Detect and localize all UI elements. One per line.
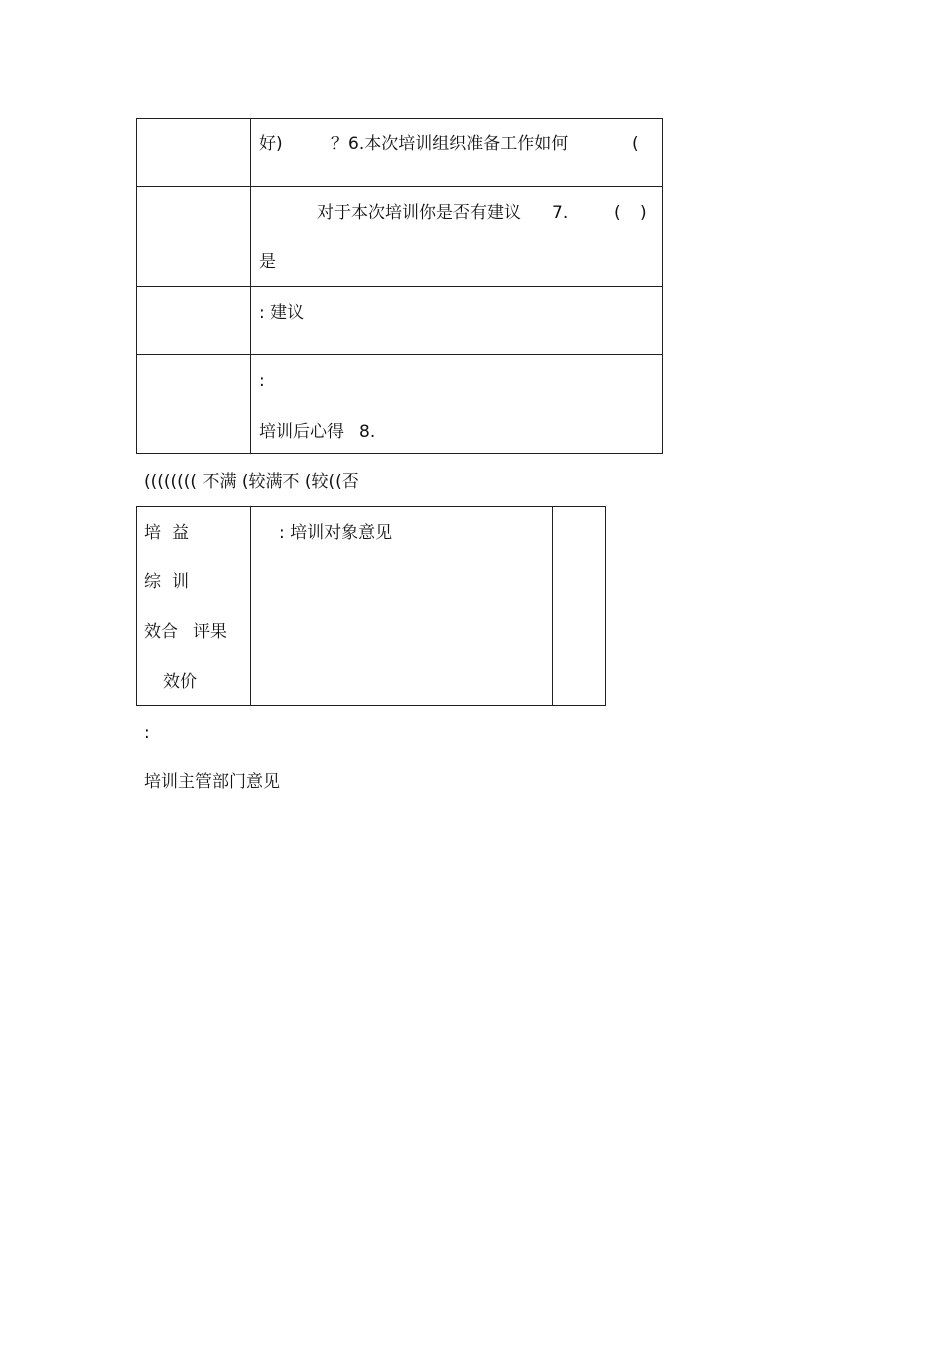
left-label-char: 效价 (163, 672, 197, 692)
question-7-answer: 是 (259, 252, 276, 272)
left-label-char: 益 (172, 523, 189, 543)
left-label-char: 综 (144, 572, 161, 592)
table-row-divider (136, 354, 663, 355)
question-7-number: 7. (552, 203, 569, 223)
table-column-divider (250, 506, 251, 706)
department-opinion-label: 培训主管部门意见 (144, 772, 280, 792)
question-8-number: 8. (359, 422, 376, 442)
left-label-char: 效合 (144, 622, 178, 642)
table-column-divider (552, 506, 553, 706)
suggestion-label: : 建议 (259, 303, 305, 323)
question-8-text: 培训后心得 (259, 422, 344, 442)
row4-colon: : (259, 371, 265, 391)
question-7-open-bracket: ( (614, 203, 621, 223)
bottom-colon: : (144, 723, 150, 743)
question-7-close-bracket: ) (640, 203, 647, 223)
left-label-char: 评果 (193, 622, 227, 642)
question-6-text: ？6.本次培训组织准备工作如何 (331, 134, 569, 154)
table-row-divider (136, 286, 663, 287)
left-label-char: 训 (172, 572, 189, 592)
question-6-bracket: ( (632, 134, 639, 154)
trainee-opinion-label: : 培训对象意见 (279, 523, 393, 543)
rating-options-text: (((((((( 不满 (较满不 (较((否 (144, 472, 359, 492)
question-6-prefix: 好) (259, 134, 283, 154)
question-7-text: 对于本次培训你是否有建议 (317, 203, 521, 223)
table-row-divider (136, 186, 663, 187)
left-label-char: 培 (144, 523, 161, 543)
